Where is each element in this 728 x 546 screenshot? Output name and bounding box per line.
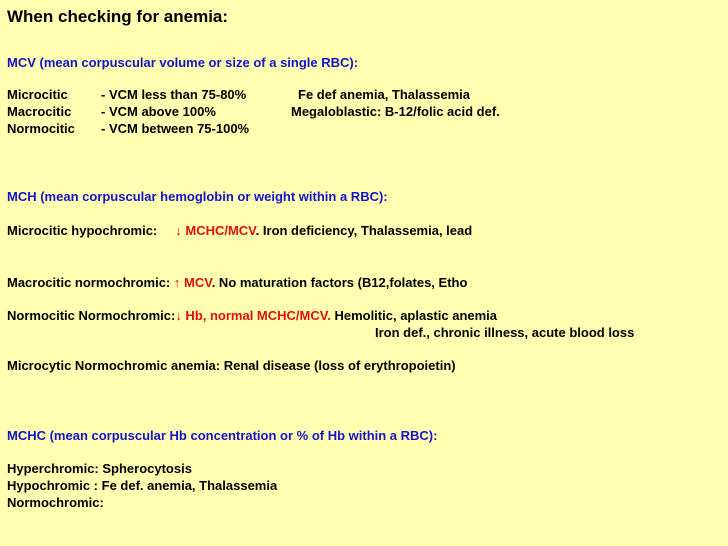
page-title: When checking for anemia: xyxy=(7,7,229,26)
mchc-row-hyperchromic: Hyperchromic: Spherocytosis xyxy=(7,461,192,476)
mch-marker-down-mchc-mcv: ↓ MCHC/MCV xyxy=(175,223,256,238)
mcv-term: Normocitic xyxy=(7,121,75,136)
mch-label: Microcitic hypochromic: xyxy=(7,223,158,238)
mcv-range: - VCM less than 75-80% xyxy=(101,87,247,102)
mch-heading: MCH (mean corpuscular hemoglobin or weight within a RBC): xyxy=(7,189,388,204)
mchc-row-normochromic: Normochromic: xyxy=(7,495,104,510)
mcv-note: Megaloblastic: B-12/folic acid def. xyxy=(291,104,500,119)
mch-line-normocitic-normochromic xyxy=(7,308,497,323)
mcv-range: - VCM between 75-100% xyxy=(101,121,250,136)
mcv-row-macrocitic xyxy=(7,104,647,119)
mcv-row-normocitic xyxy=(7,121,647,136)
mcv-heading: MCV (mean corpuscular volume or size of a single RBC): xyxy=(7,55,359,70)
mchc-row-hypochromic: Hypochromic : Fe def. anemia, Thalassemia xyxy=(7,478,278,493)
mch-marker-down-hb: ↓ Hb, normal MCHC/MCV. xyxy=(175,308,331,323)
mch-line-microcitic-hypochromic xyxy=(7,223,472,238)
mch-description: . No maturation factors (B12,folates, Etho xyxy=(211,275,468,290)
mcv-note: Fe def anemia, Thalassemia xyxy=(298,87,470,102)
mch-line-microcytic-normochromic: Microcytic Normochromic anemia: Renal disease (loss of erythropoietin) xyxy=(7,358,456,373)
mcv-term: Microcitic xyxy=(7,87,68,102)
mch-line-macrocitic-normochromic xyxy=(7,275,467,290)
mchc-heading: MCHC (mean corpuscular Hb concentration or % of Hb within a RBC): xyxy=(7,428,438,443)
mch-label: Normocitic Normochromic: xyxy=(7,308,176,323)
mch-description: . Iron deficiency, Thalassemia, lead xyxy=(255,223,473,238)
mch-line-normocitic-continued: Iron def., chronic illness, acute blood loss xyxy=(375,325,635,340)
mch-label: Macrocitic normochromic: xyxy=(7,275,171,290)
mch-marker-up-mcv: ↑ MCV xyxy=(173,275,212,290)
mch-description: Hemolitic, aplastic anemia xyxy=(330,308,498,323)
mcv-term: Macrocitic xyxy=(7,104,72,119)
mcv-row-microcitic xyxy=(7,87,647,102)
mcv-range: - VCM above 100% xyxy=(101,104,216,119)
